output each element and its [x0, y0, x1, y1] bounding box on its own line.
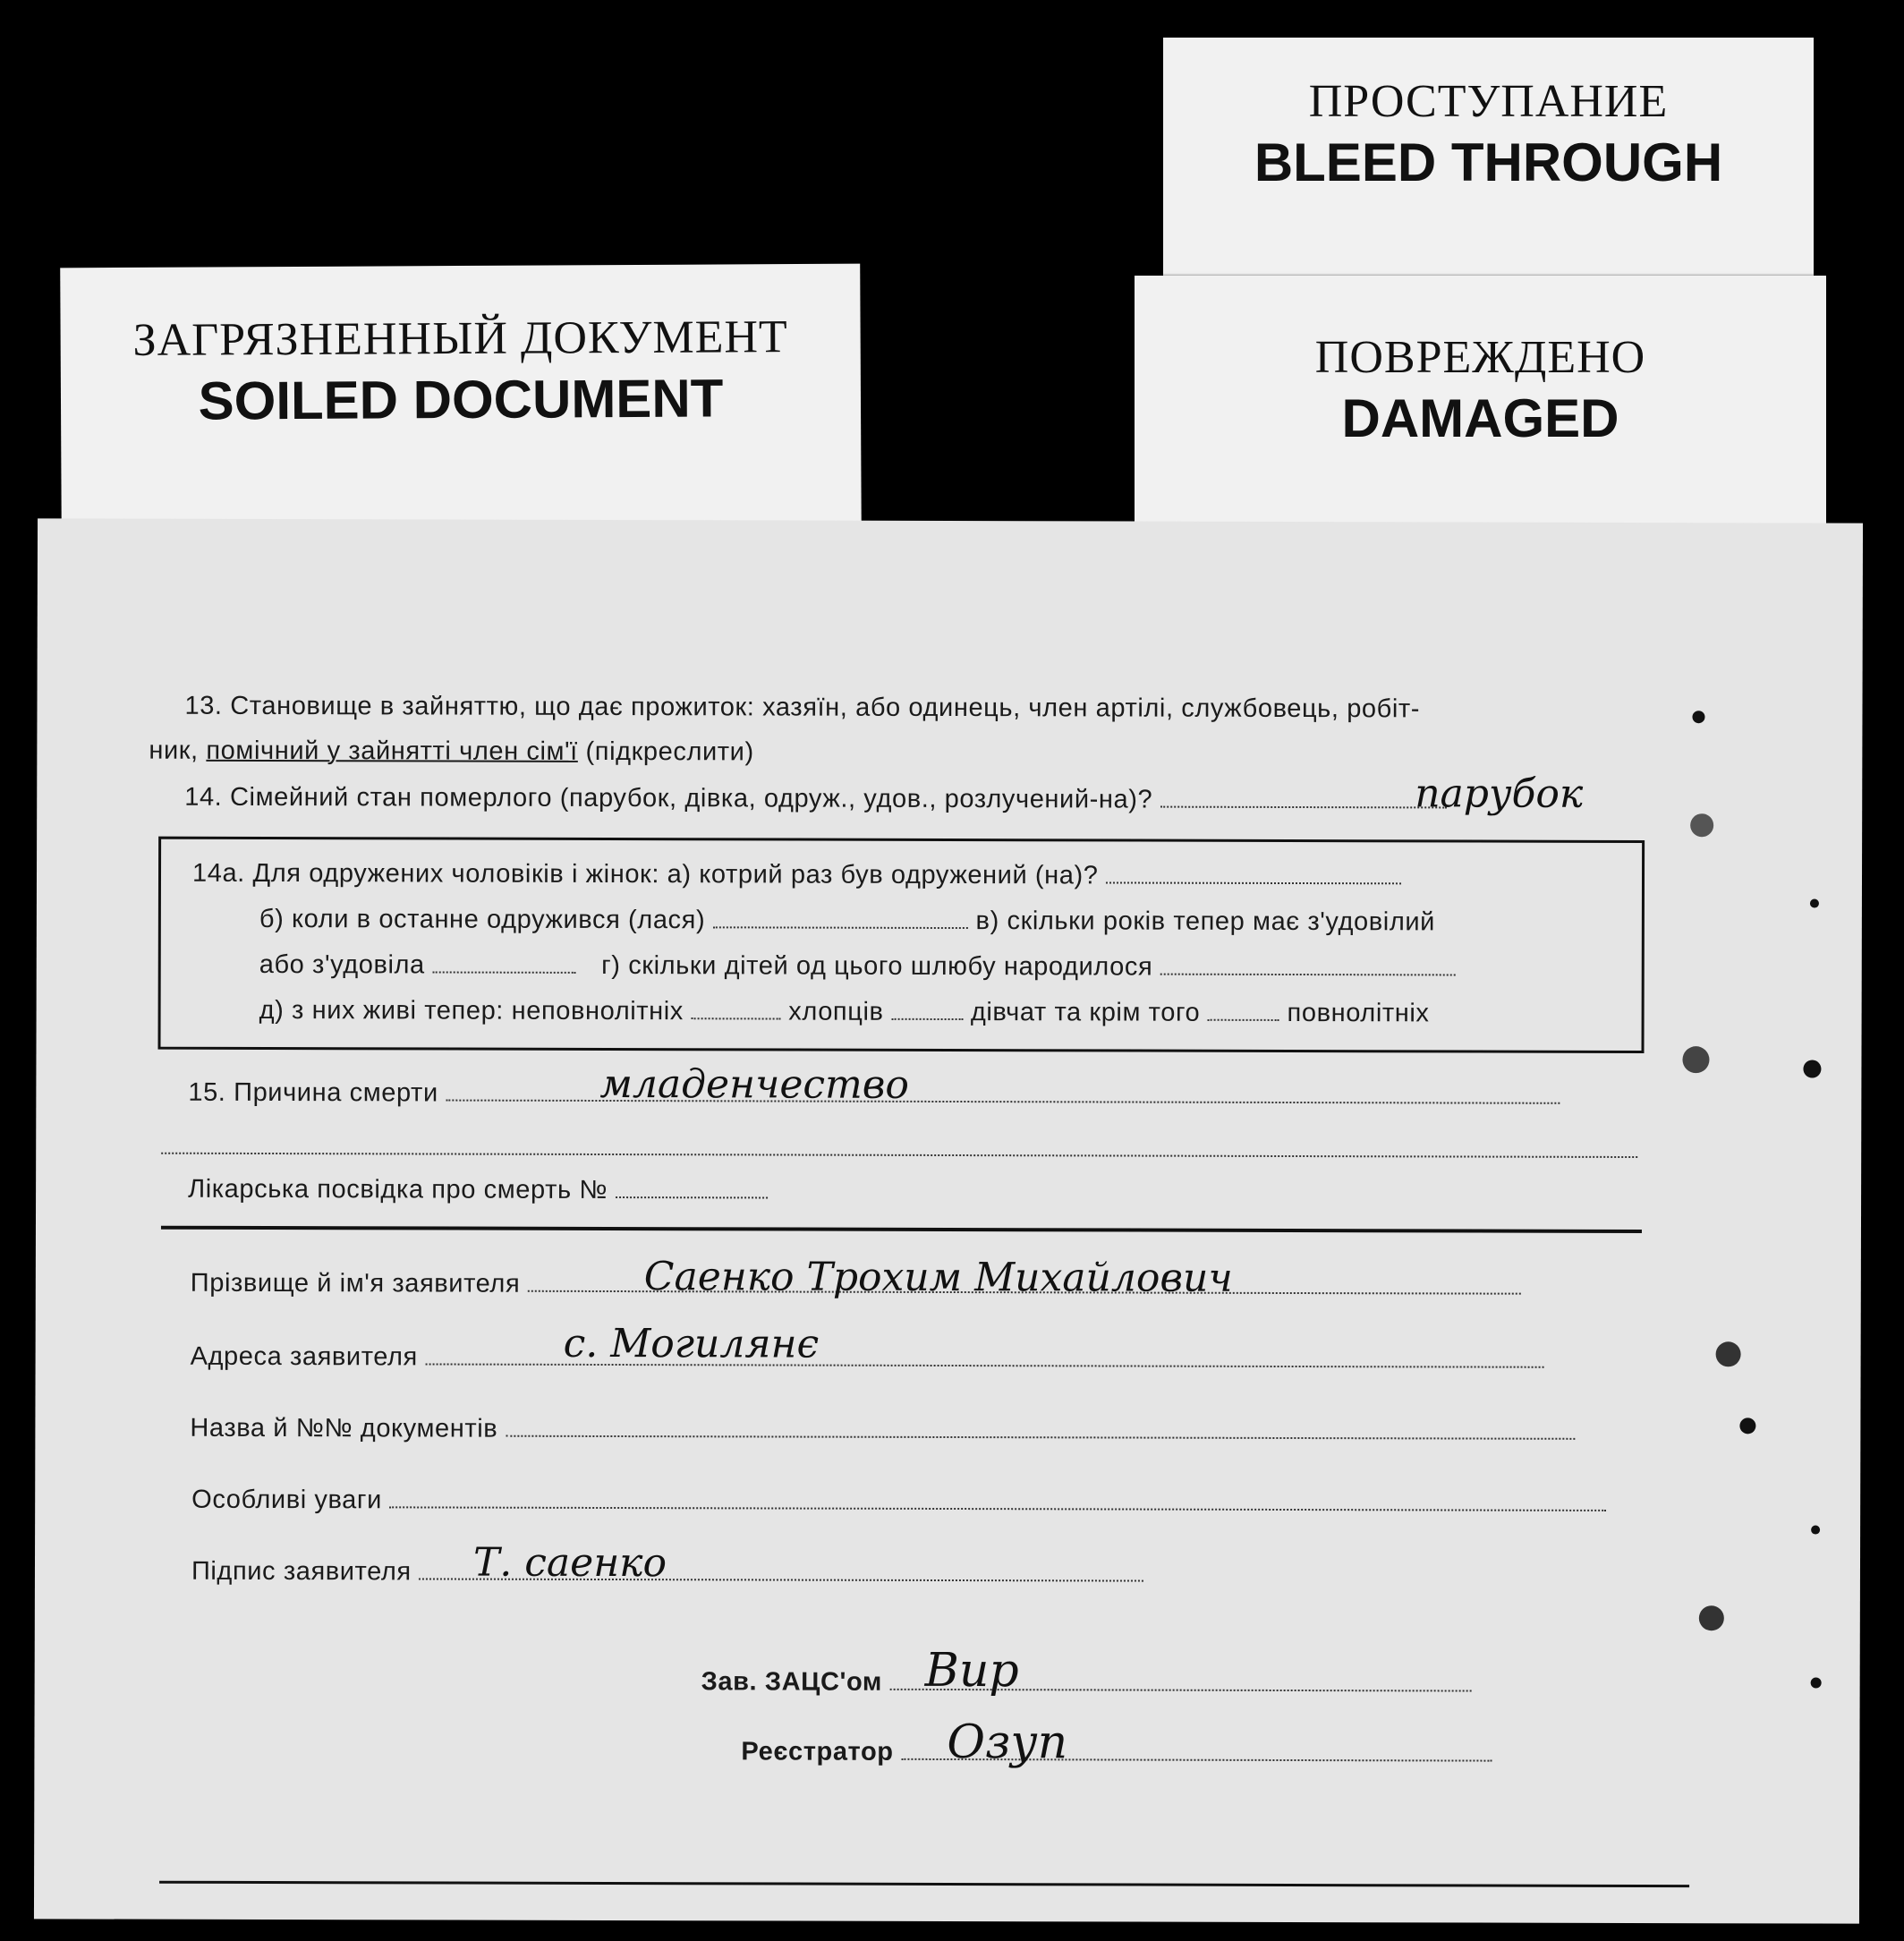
item-14a-question-d: д) з них живі тепер: неповнолітніх: [259, 995, 684, 1026]
item-14a-girls: дівчат та крім того: [970, 998, 1201, 1027]
item-15-label: 15. Причина смерти: [188, 1077, 438, 1108]
binding-hole: [1803, 1060, 1821, 1078]
damaged-label-en: DAMAGED: [1341, 388, 1619, 448]
binding-hole: [1811, 1678, 1822, 1689]
binding-hole: [1739, 1417, 1755, 1434]
soiled-document-label: [60, 264, 862, 537]
item-13-suffix: (підкреслити): [577, 736, 754, 767]
applicant-address-label: Адреса заявителя: [190, 1341, 418, 1372]
item-14a-line-1: [192, 859, 1401, 892]
head-signature-handwritten: Вир: [924, 1643, 1019, 1698]
medical-cert-field: [616, 1196, 768, 1198]
item-14a-line-2: [259, 905, 1435, 937]
item-14a-line-4: [259, 996, 1430, 1028]
item-14a-question-a: 14а. Для одружених чоловіків і жінок: а) котрий раз був одружений (на)?: [191, 858, 1099, 890]
binding-hole: [1692, 711, 1704, 723]
applicant-address-line: [191, 1342, 1544, 1375]
damaged-label: [1135, 276, 1826, 535]
notes-field: [390, 1505, 1607, 1511]
item-14a-field-g: [1160, 973, 1456, 976]
notes-label: Особливі уваги: [191, 1485, 382, 1515]
item-14a-question-g: г) скільки дітей од цього шлюбу народилося: [601, 950, 1153, 982]
item-15-extra-line: [161, 1132, 1637, 1165]
documents-line: [190, 1414, 1575, 1447]
item-14a-field-b: [713, 925, 968, 929]
item-14-dotted-field: [1160, 805, 1447, 809]
registrar-line: [741, 1737, 1492, 1768]
signature-line: [191, 1557, 1144, 1589]
registrar-signature-handwritten: Озуп: [947, 1715, 1068, 1770]
section-divider: [161, 1226, 1642, 1233]
item-13-line-1: 13. Становище в зайняттю, що дає прожиток: хазяїн, або одинець, член артілі, службовець, робіт-: [184, 691, 1421, 724]
binding-hole: [1690, 813, 1713, 837]
medical-cert-line: [188, 1175, 768, 1206]
documents-field: [506, 1434, 1575, 1440]
applicant-name-handwritten: Саенко Трохим Михайлович: [643, 1254, 1233, 1301]
item-14-label: 14. Сімейний стан померлого (парубок, дівка, одруж., удов., розлучений-на)?: [184, 782, 1153, 814]
documents-label: Назва й №№ документів: [190, 1413, 498, 1443]
soiled-label-en: SOILED DOCUMENT: [198, 368, 724, 431]
applicant-name-label: Прізвище й ім'я заявителя: [190, 1268, 521, 1298]
item-14a-adults: повнолітніх: [1287, 998, 1430, 1028]
binding-hole: [1716, 1341, 1741, 1366]
medical-cert-label: Лікарська посвідка про смерть №: [188, 1174, 608, 1205]
item-13-line-2: [149, 736, 753, 768]
item-13-underlined-choice: помічний у зайнятті член сім'ї: [206, 736, 578, 766]
item-14a-field-girls: [1208, 1018, 1279, 1021]
item-14a-line-3: [259, 950, 1456, 983]
bleed-label-en: BLEED THROUGH: [1254, 132, 1723, 192]
item-15-handwritten-value: младенчество: [599, 1060, 909, 1108]
signature-label: Підпис заявителя: [191, 1556, 412, 1587]
item-14a-boys: хлопців: [788, 997, 884, 1026]
soiled-label-ru: ЗАГРЯЗНЕННЫЙ ДОКУМЕНТ: [132, 311, 788, 366]
item-14a-box: [157, 837, 1645, 1053]
item-14a-question-b: б) коли в останне одружився (лася): [259, 904, 706, 935]
applicant-address-handwritten: с. Могилянє: [563, 1320, 820, 1367]
head-line: [701, 1667, 1472, 1698]
item-14a-question-v: в) скільки років тепер має з'удовілий: [975, 907, 1436, 937]
binding-hole: [1811, 1526, 1820, 1535]
damaged-label-ru: ПОВРЕЖДЕНО: [1314, 332, 1646, 383]
registrar-label: Реєстратор: [741, 1737, 894, 1766]
notes-line: [191, 1486, 1606, 1519]
bleed-through-label: [1163, 38, 1814, 306]
binding-hole: [1699, 1605, 1724, 1630]
bottom-rule: [159, 1881, 1689, 1887]
binding-hole: [1810, 899, 1819, 908]
bleed-label-ru: ПРОСТУПАНИЕ: [1308, 76, 1669, 127]
item-14a-widowed: або з'удовіла: [259, 949, 425, 980]
item-14a-field-v: [432, 970, 575, 973]
item-14a-field-boys: [891, 1017, 963, 1020]
head-label: Зав. ЗАЦС'ом: [701, 1667, 883, 1697]
item-13-prefix: ник,: [149, 736, 207, 765]
item-14a-field-minors: [692, 1017, 781, 1019]
item-14-line: [184, 783, 1447, 816]
item-14a-field-a: [1106, 881, 1401, 884]
applicant-signature-handwritten: Т. саенко: [472, 1539, 667, 1587]
binding-hole: [1682, 1046, 1709, 1073]
item-14-handwritten-value: парубок: [1415, 770, 1584, 817]
death-record-form: [34, 518, 1863, 1923]
